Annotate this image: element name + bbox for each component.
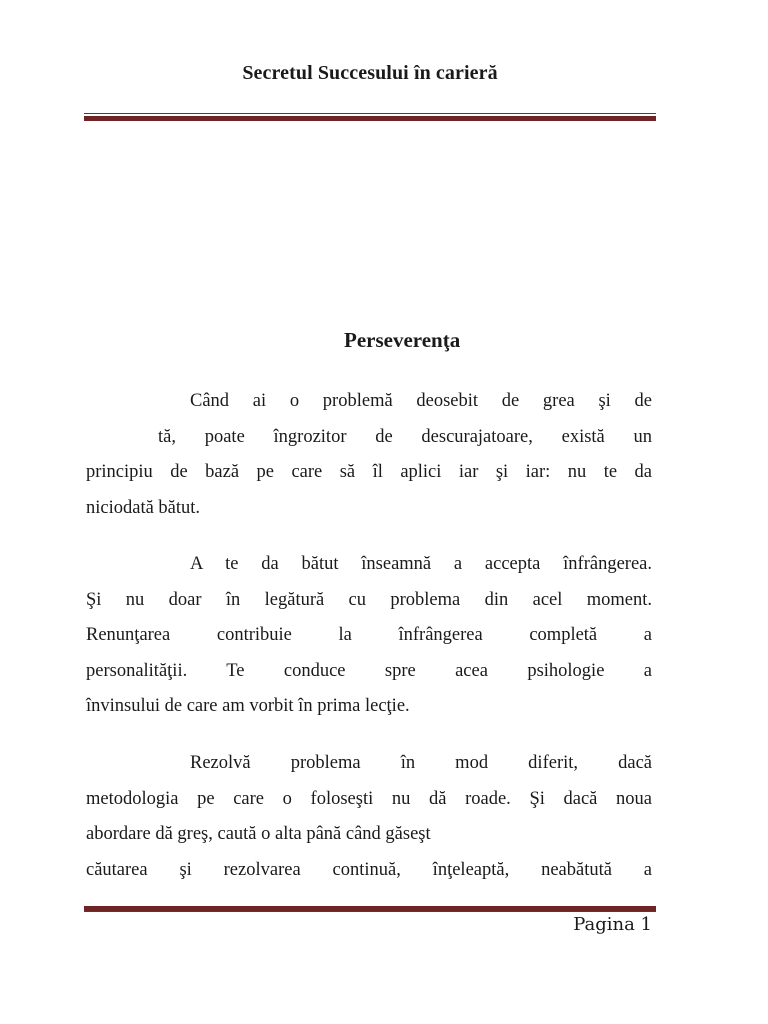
page-number: Pagina 1 — [573, 914, 652, 935]
section-heading — [84, 328, 656, 353]
page-header-title: Secretul Succesului în carieră — [242, 62, 498, 84]
paragraph-1 — [86, 384, 652, 526]
paragraph-line: căutarea şi rezolvarea continuă, înţeleaptă, neabătută a — [86, 859, 652, 880]
paragraph-line: Renunţarea contribuie la înfrângerea completă a — [86, 625, 652, 645]
paragraph-line: niciodată bătut. — [86, 497, 201, 518]
paragraph-line: învinsului de care am vorbit în prima lecţie. — [86, 696, 410, 716]
paragraph-2 — [86, 547, 652, 725]
paragraph-line: abordare dă greş, caută o alta până când găseşt — [86, 824, 431, 844]
footer-divider — [84, 904, 656, 912]
section-heading-text: Perseverenţa — [344, 328, 461, 352]
paragraph-line: principiu de bază pe care să îl aplici iar şi iar: nu te da — [86, 462, 652, 482]
paragraph-line: Şi nu doar în legătură cu problema din acel moment. — [86, 589, 652, 610]
header-divider — [84, 113, 656, 121]
paragraph-line: tă, poate îngrozitor de descurajatoare, există un — [158, 426, 652, 447]
paragraph-line: Rezolvă problema în mod diferit, dacă — [190, 753, 652, 773]
paragraph-line: metodologia pe care o foloseşti nu dă roade. Şi dacă noua — [86, 788, 652, 809]
paragraph-line: A te da bătut înseamnă a accepta înfrângerea. — [190, 554, 652, 574]
paragraph-line: Când ai o problemă deosebit de grea şi de — [190, 391, 652, 411]
paragraph-3 — [86, 746, 652, 888]
paragraph-line: personalităţii. Te conduce spre acea psihologie a — [86, 660, 652, 681]
